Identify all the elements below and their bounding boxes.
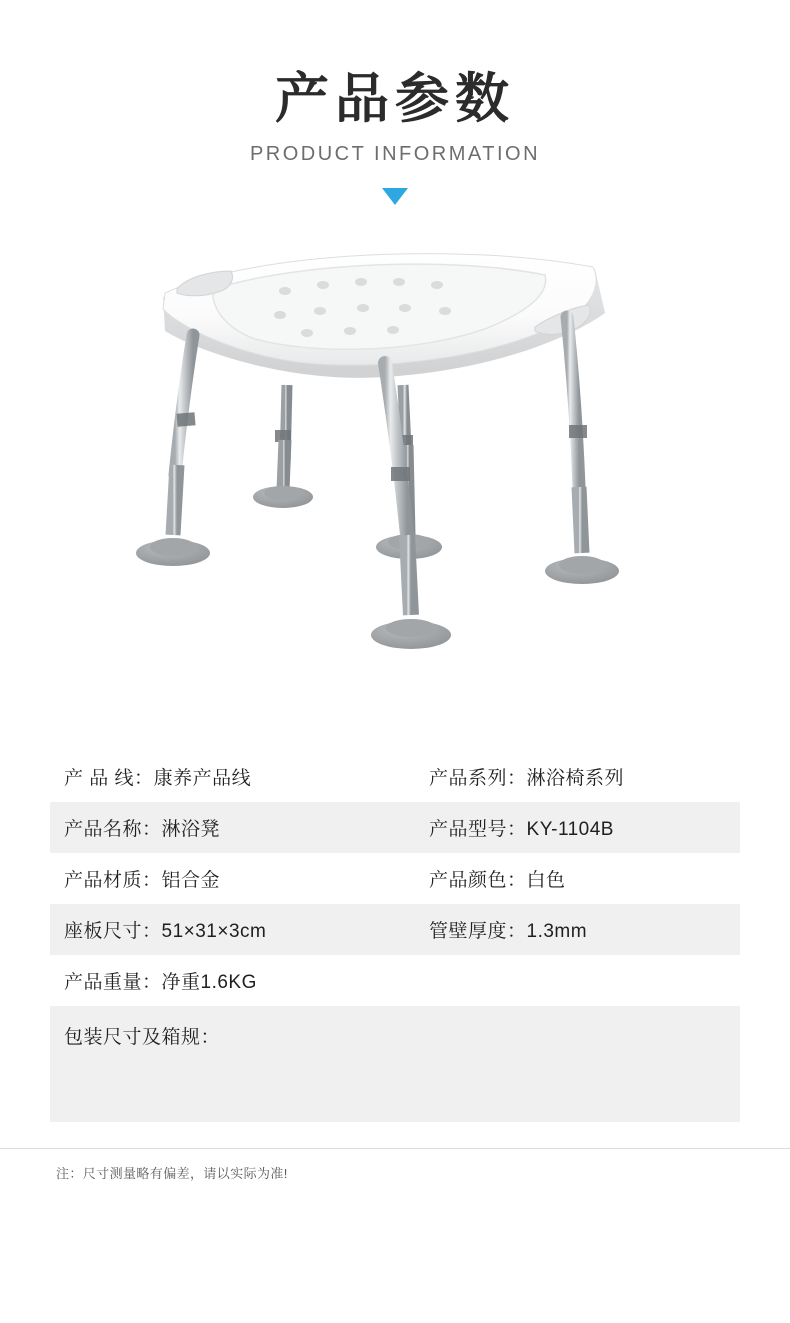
table-row bbox=[50, 904, 740, 955]
spec-cell-left bbox=[50, 751, 395, 802]
spec-label: 产品颜色： bbox=[429, 870, 527, 892]
shower-stool-product-photo bbox=[135, 235, 655, 705]
spec-cell-left bbox=[50, 853, 395, 904]
spec-label: 产品重量： bbox=[64, 972, 162, 994]
page-header bbox=[0, 0, 790, 205]
spec-label: 座板尺寸： bbox=[64, 921, 162, 943]
table-row bbox=[50, 853, 740, 904]
spec-value: KY-1104B bbox=[526, 819, 614, 841]
arrow-wrapper bbox=[0, 188, 790, 205]
stool-leg-front-left bbox=[136, 335, 210, 566]
spec-value: 1.3mm bbox=[526, 921, 588, 943]
spec-value: 51×31×3cm bbox=[161, 921, 267, 943]
page-title: 产品参数 bbox=[275, 69, 515, 129]
packaging-cell bbox=[50, 1006, 740, 1122]
spec-cell-right bbox=[395, 751, 740, 802]
spec-cell-right bbox=[395, 853, 740, 904]
spec-cell-left bbox=[50, 802, 395, 853]
spec-label: 产品材质： bbox=[64, 870, 162, 892]
spec-cell-right bbox=[395, 802, 740, 853]
product-spec-table bbox=[50, 751, 740, 1122]
spec-cell-left bbox=[50, 955, 395, 1006]
spec-label: 管壁厚度： bbox=[429, 921, 527, 943]
footer-note: 注：尺寸测量略有偏差，请以实际为准! bbox=[0, 1148, 790, 1182]
packaging-label: 包装尺寸及箱规： bbox=[64, 1027, 221, 1049]
spec-label: 产品名称： bbox=[64, 819, 162, 841]
table-row bbox=[50, 955, 740, 1006]
stool-leg-back-left bbox=[253, 385, 313, 508]
product-image-area bbox=[0, 235, 790, 715]
spec-value: 净重1.6KG bbox=[161, 972, 257, 994]
spec-value: 白色 bbox=[526, 870, 566, 892]
spec-table-body bbox=[50, 751, 740, 1122]
spec-cell-right bbox=[395, 904, 740, 955]
spec-value: 康养产品线 bbox=[153, 768, 252, 790]
spec-value: 淋浴椅系列 bbox=[526, 768, 625, 790]
spec-value: 铝合金 bbox=[161, 870, 221, 892]
table-row bbox=[50, 751, 740, 802]
table-row bbox=[50, 802, 740, 853]
stool-leg-front-right bbox=[545, 317, 619, 584]
page-subtitle: PRODUCT INFORMATION bbox=[249, 143, 541, 166]
table-row-packaging bbox=[50, 1006, 740, 1122]
spec-label: 产品系列： bbox=[429, 768, 527, 790]
spec-label: 产 品 线： bbox=[64, 768, 154, 790]
spec-cell-right bbox=[395, 955, 740, 1006]
spec-value: 淋浴凳 bbox=[161, 819, 221, 841]
triangle-down-icon bbox=[382, 188, 408, 205]
spec-cell-left bbox=[50, 904, 395, 955]
spec-label: 产品型号： bbox=[429, 819, 527, 841]
